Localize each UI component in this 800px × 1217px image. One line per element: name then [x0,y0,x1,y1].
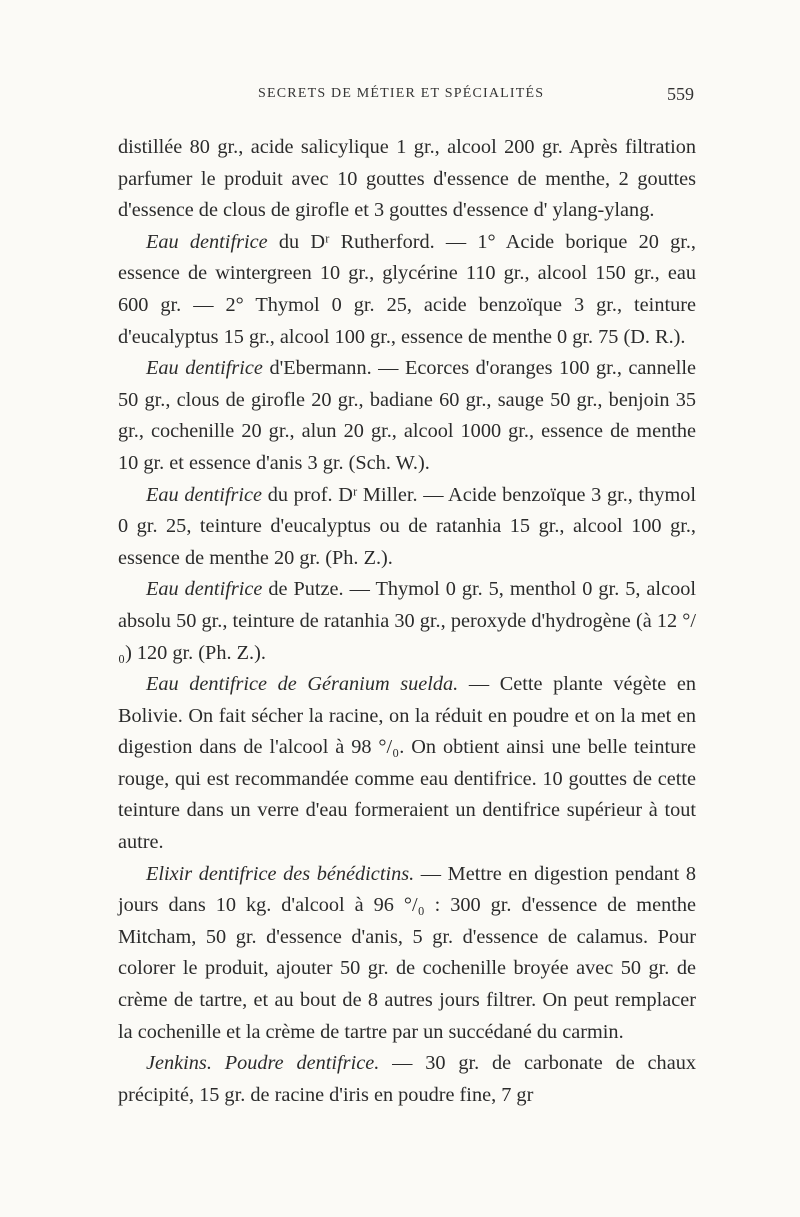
paragraph [118,1048,696,1111]
recipe-title: Eau dentifrice [146,483,263,506]
paragraph-text: distillée 80 gr., acide salicylique 1 gr., alcool 200 gr. Après filtration parfumer le produit avec 10 gouttes d'essence de menthe, 2 gouttes d'essence de clous de girofle et 3 gouttes d'essence d' ylang-ylang. [118,136,696,222]
recipe-title: Jenkins. Poudre dentifrice. [146,1052,380,1075]
paragraph-text: de Putze. — Thymol 0 gr. 5, menthol 0 gr. 5, alcool absolu 50 gr., teinture de ratanhia 30 gr., peroxyde d'hydrogène (à 12 °/₀) 120 gr. (Ph. Z.). [118,578,696,664]
paragraph-text: du Dʳ Rutherford. — 1° Acide borique 20 gr., essence de wintergreen 10 gr., glycérine 110 gr., alcool 150 gr., eau 600 gr. — 2° Thymol 0 gr. 25, acide benzoïque 3 gr., teinture d'eucalyptus 15 gr., alcool 100 gr., essence de menthe 0 gr. 75 (D. R.). [118,230,697,348]
recipe-title: Elixir dentifrice des bénédictins. [146,862,415,885]
paragraph-text: — Cette plante végète en Bolivie. On fait sécher la racine, on la réduit en poudre et on la met en digestion dans de l'alcool à 98 °/₀. On obtient ainsi une belle teinture rouge, qui est recommandée comme eau dentifrice. 10 gouttes de cette teinture dans un verre d'eau formeraient un dentifrice supérieur à tout autre. [118,673,697,854]
paragraph [118,669,696,859]
paragraph-text: d'Ebermann. — Ecorces d'oranges 100 gr., cannelle 50 gr., clous de girofle 20 gr., badiane 60 gr., sauge 50 gr., benjoin 35 gr., cochenille 20 gr., alun 20 gr., alcool 1000 gr., essence de menthe 10 gr. et essence d'anis 3 gr. (Sch. W.). [118,357,696,474]
paragraph-text: du prof. Dʳ Miller. — Acide benzoïque 3 gr., thymol 0 gr. 25, teinture d'eucalyptus ou de ratanhia 15 gr., alcool 100 gr., essence de menthe 20 gr. (Ph. Z.). [118,483,696,569]
paragraph [118,480,696,575]
recipe-title: Eau dentifrice [146,357,263,380]
book-page [118,82,696,1192]
running-header [118,82,696,112]
paragraph [118,859,696,1049]
paragraph-text: — Mettre en digestion pendant 8 jours dans 10 kg. d'alcool à 96 °/₀ : 300 gr. d'essence de menthe Mitcham, 50 gr. d'essence d'anis, 5 gr. d'essence de calamus. Pour colorer le produit, ajouter 50 gr. de cochenille broyée avec 50 gr. de crème de tartre, et au bout de 8 autres jours filtrer. On peut remplacer la cochenille et la crème de tartre par un succédané du carmin. [118,862,696,1043]
paragraph-text: — 30 gr. de carbonate de chaux précipité, 15 gr. de racine d'iris en poudre fine, 7 gr [118,1052,696,1106]
body-text [118,132,696,1111]
recipe-title: Eau dentifrice [146,230,268,253]
paragraph [118,227,696,353]
paragraph [118,353,696,479]
paragraph [118,574,696,669]
recipe-title: Eau dentifrice [146,578,263,601]
page-number: 559 [667,84,694,104]
running-title: SECRETS DE MÉTIER ET SPÉCIALITÉS [258,86,545,101]
recipe-title: Eau dentifrice de Géranium suelda. [146,673,459,696]
paragraph [118,132,696,227]
